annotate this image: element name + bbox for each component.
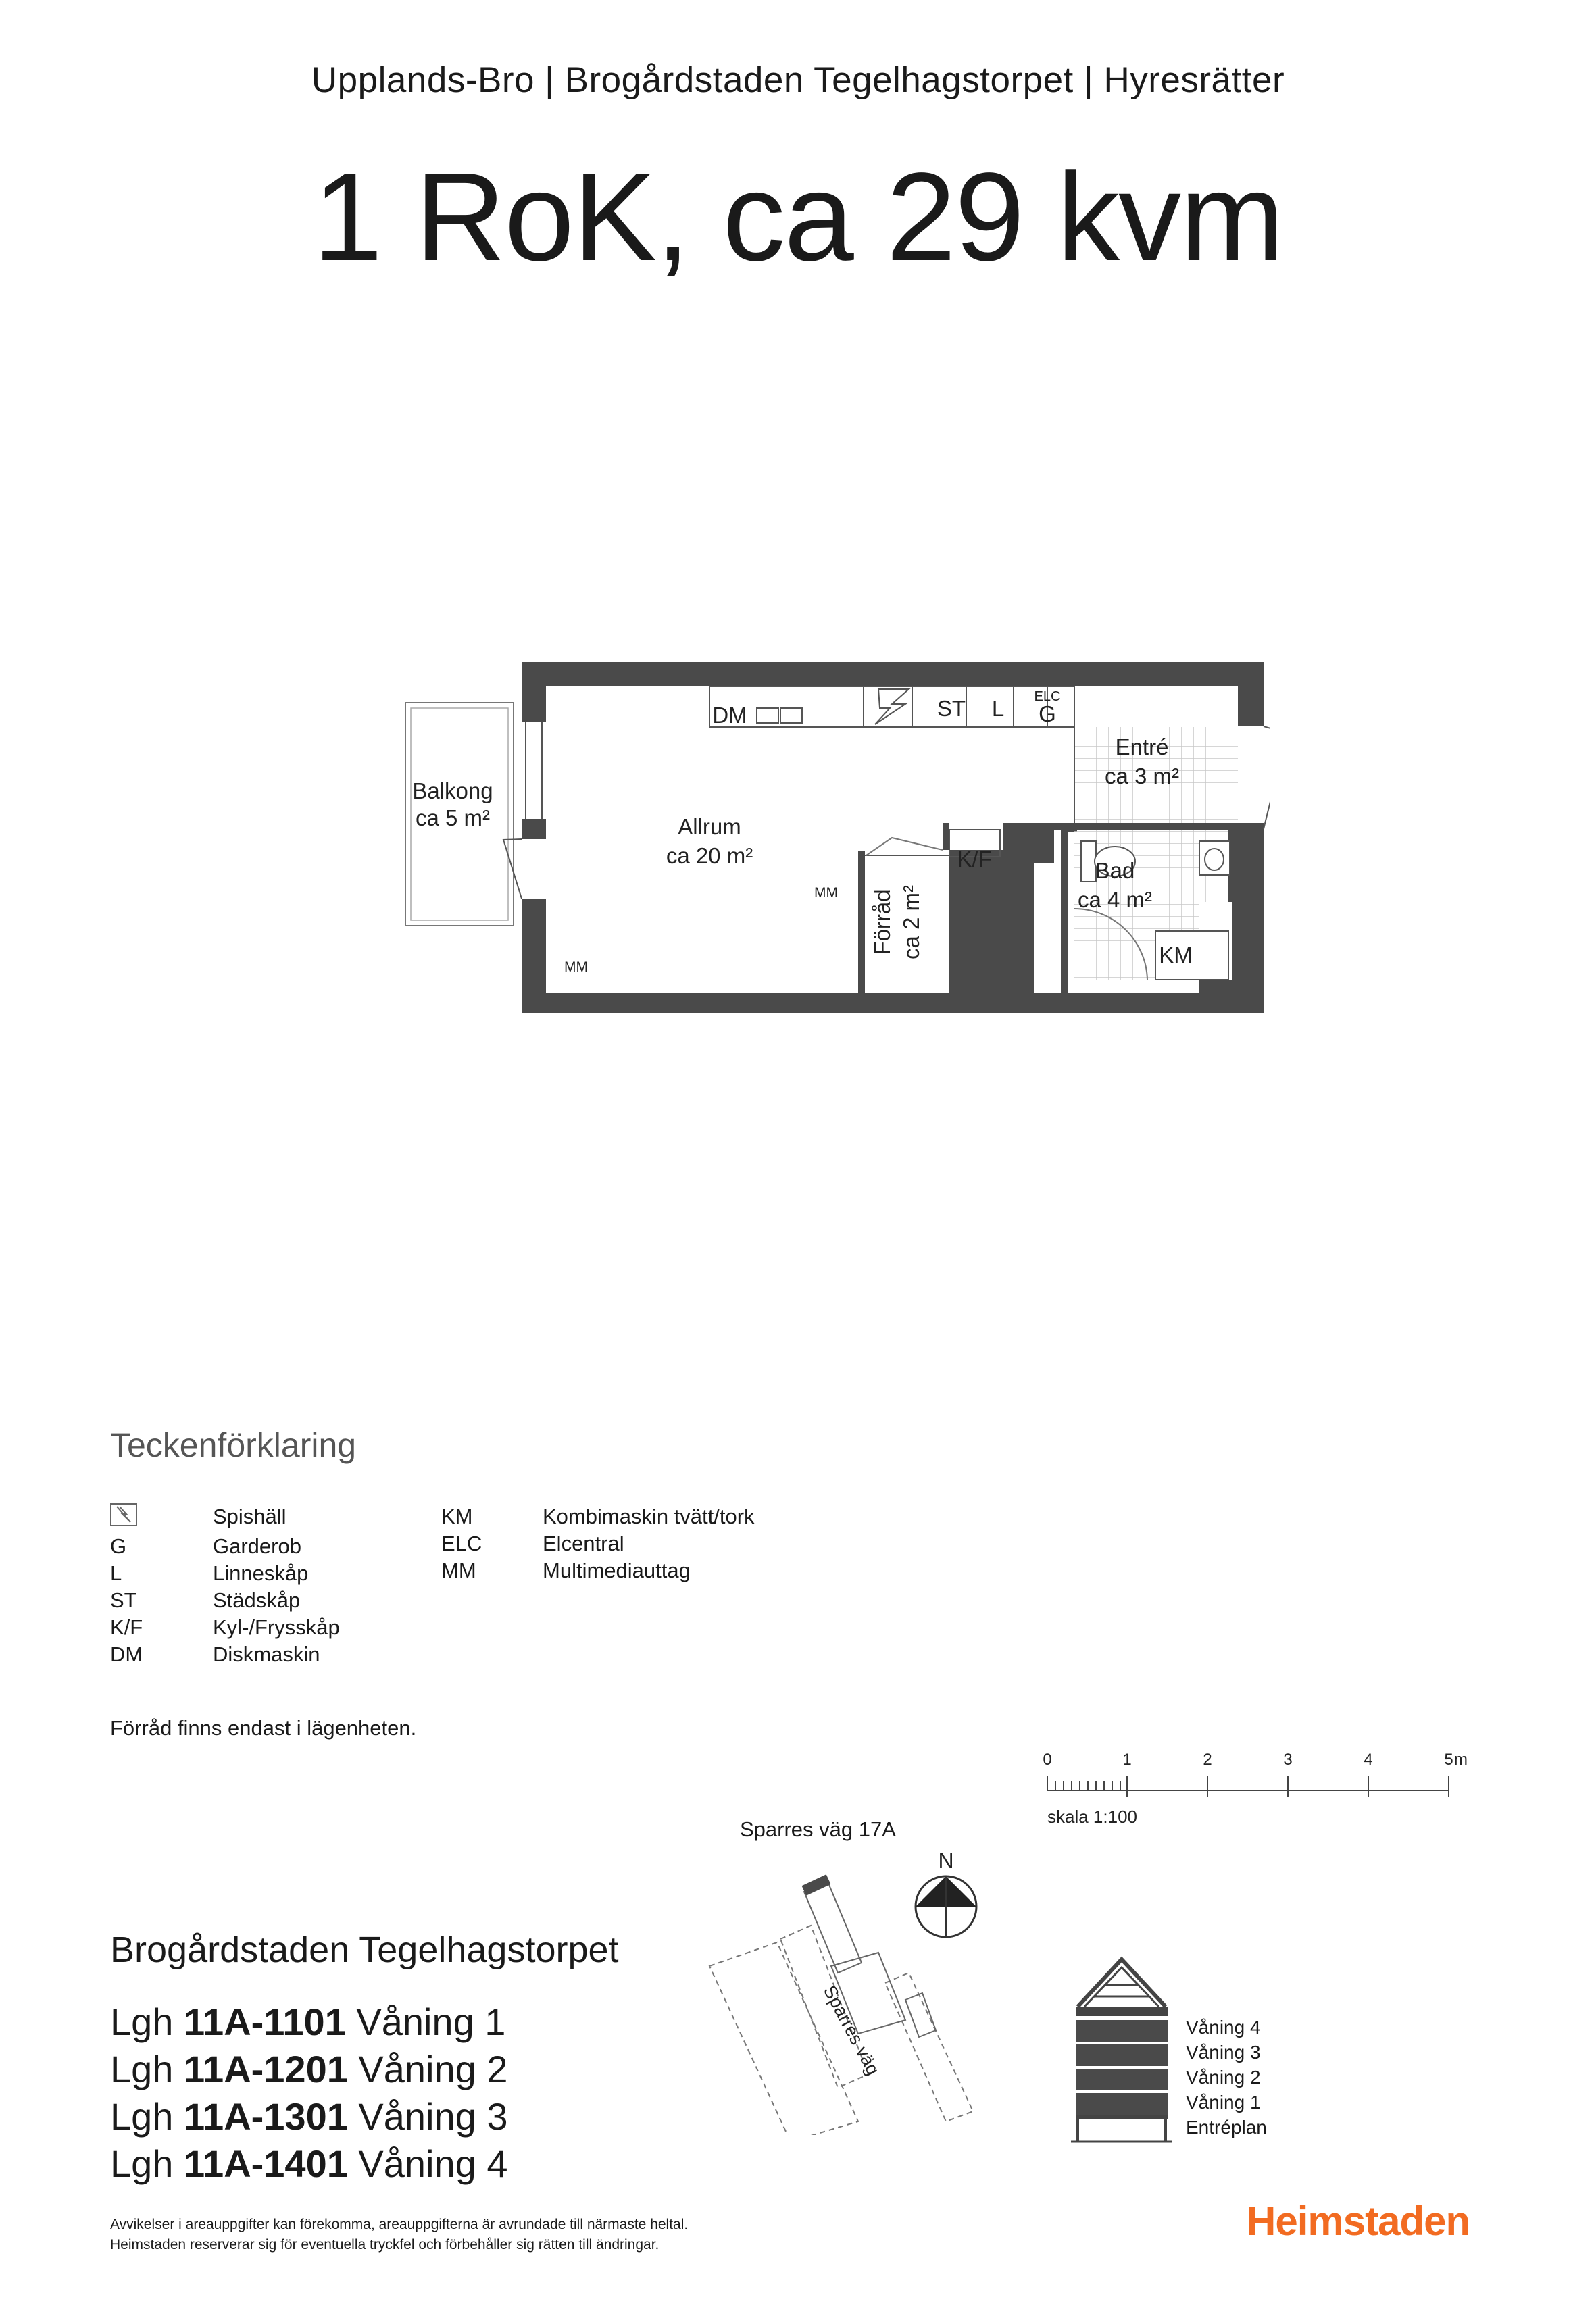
scale-tick-label: 3 xyxy=(1283,1751,1293,1769)
label-l: L xyxy=(991,696,1005,721)
sink-icon xyxy=(1199,841,1230,875)
room-name-entre: Entré xyxy=(1115,734,1169,759)
room-area-balkong: ca 5 m² xyxy=(415,805,491,830)
project-name: Brogårdstaden Tegelhagstorpet xyxy=(110,1930,619,1970)
legend-title: Teckenförklaring xyxy=(110,1426,357,1464)
room-name-balkong: Balkong xyxy=(412,778,493,803)
room-area-forrad: ca 2 m² xyxy=(899,884,924,960)
legend-text: Diskmaskin xyxy=(213,1642,320,1666)
apartment-line: Lgh 11A-1201 Våning 2 xyxy=(110,2048,508,2090)
room-name-bad: Bad xyxy=(1095,858,1135,883)
north-label: N xyxy=(938,1848,954,1873)
legend-text: Linneskåp xyxy=(213,1561,309,1585)
legend-item xyxy=(441,1530,914,1557)
legend-item xyxy=(110,1533,489,1560)
legend-item xyxy=(110,1587,489,1614)
section-floor-label: Våning 3 xyxy=(1186,2042,1261,2063)
disclaimer-line: Heimstaden reserverar sig för eventuella tryckfel och förbehåller sig rätten till ändringar. xyxy=(110,2237,659,2253)
room-name-forrad: Förråd xyxy=(870,889,895,955)
scale-tick-label: 5 xyxy=(1444,1751,1453,1769)
scale-tick-label: 0 xyxy=(1043,1751,1052,1769)
storage-note: Förråd finns endast i lägenheten. xyxy=(110,1716,417,1740)
storage-door xyxy=(866,838,943,855)
legend-code: DM xyxy=(110,1642,143,1666)
label-kf: K/F xyxy=(957,847,992,872)
legend-text: Spishäll xyxy=(213,1505,286,1528)
section-floor-2 xyxy=(1076,2069,1168,2090)
label-elc: ELC xyxy=(1034,689,1061,704)
apartment-line: Lgh 11A-1401 Våning 4 xyxy=(110,2142,508,2185)
disclaimer xyxy=(110,2215,688,2255)
section-floor-labels xyxy=(1186,2015,1267,2140)
floor-plan xyxy=(378,649,1270,1013)
page-subtitle: Upplands-Bro | Brogårdstaden Tegelhagstorpet | Hyresrätter xyxy=(311,60,1285,100)
legend-code: KM xyxy=(441,1505,473,1528)
apartment-line: Lgh 11A-1101 Våning 1 xyxy=(110,2001,506,2043)
balcony-door xyxy=(503,839,522,899)
label-mm-2: MM xyxy=(564,959,588,975)
section-floor-label: Våning 1 xyxy=(1186,2092,1261,2113)
legend-item xyxy=(110,1641,489,1668)
north-arrow-icon xyxy=(909,1848,983,1949)
legend-text: Städskåp xyxy=(213,1588,301,1612)
legend-text: Garderob xyxy=(213,1534,301,1558)
scale-bar xyxy=(1041,1749,1473,1836)
legend-text: Elcentral xyxy=(543,1532,624,1555)
building-section xyxy=(1064,1946,1199,2148)
scale-tick-label: 2 xyxy=(1203,1751,1212,1769)
room-name-allrum: Allrum xyxy=(678,814,741,839)
legend-item xyxy=(441,1503,914,1530)
legend-code: K/F xyxy=(110,1615,143,1639)
label-dm: DM xyxy=(712,703,747,728)
scale-tick-label: 1 xyxy=(1122,1751,1132,1769)
scale-unit: m xyxy=(1454,1751,1468,1769)
entry-door xyxy=(1264,726,1270,829)
section-floor-label: Entréplan xyxy=(1186,2117,1267,2138)
building-marker xyxy=(801,1874,830,1895)
apartment-line: Lgh 11A-1301 Våning 3 xyxy=(110,2095,508,2138)
section-floor-label: Våning 4 xyxy=(1186,2017,1261,2038)
legend-item xyxy=(110,1560,489,1587)
legend-text: Kombimaskin tvätt/tork xyxy=(543,1505,755,1528)
legend-item xyxy=(110,1614,489,1641)
legend-left xyxy=(110,1503,489,1668)
legend-code: ELC xyxy=(441,1532,482,1555)
legend-text: Kyl-/Frysskåp xyxy=(213,1615,340,1639)
label-g: G xyxy=(1039,701,1056,726)
site-address: Sparres väg 17A xyxy=(740,1817,896,1841)
window-west xyxy=(526,722,542,819)
label-km: KM xyxy=(1159,942,1193,967)
label-st: ST xyxy=(937,696,966,721)
room-area-allrum: ca 20 m² xyxy=(666,843,753,868)
section-floor-3 xyxy=(1076,2044,1168,2066)
legend-item xyxy=(110,1503,489,1533)
building xyxy=(905,1993,936,2037)
legend-code: G xyxy=(110,1534,127,1558)
site-street-label: Sparres väg xyxy=(819,1982,884,2079)
legend-item xyxy=(441,1557,914,1584)
scale-label: skala 1:100 xyxy=(1047,1807,1137,1827)
building-outline xyxy=(780,1926,868,2088)
legend-code: MM xyxy=(441,1559,476,1582)
scale-tick-label: 4 xyxy=(1364,1751,1373,1769)
brand-logo: Heimstaden xyxy=(1247,2198,1470,2244)
page-title: 1 RoK, ca 29 kvm xyxy=(313,147,1283,287)
section-floor-1 xyxy=(1076,2093,1168,2115)
building-outline xyxy=(885,1973,973,2121)
legend-code: ST xyxy=(110,1588,137,1612)
label-mm-1: MM xyxy=(814,885,838,901)
building-outline xyxy=(709,1942,858,2135)
section-floor-4 xyxy=(1076,2020,1168,2042)
legend-text: Multimediauttag xyxy=(543,1559,691,1582)
room-area-entre: ca 3 m² xyxy=(1104,763,1180,788)
section-floor-label: Våning 2 xyxy=(1186,2067,1261,2088)
room-area-bad: ca 4 m² xyxy=(1077,887,1153,912)
legend-right xyxy=(441,1503,914,1584)
stove-icon xyxy=(110,1503,213,1533)
legend-code: L xyxy=(110,1561,122,1585)
disclaimer-line: Avvikelser i areauppgifter kan förekomma, areauppgifterna är avrundade till närmaste heltal. xyxy=(110,2217,689,2232)
